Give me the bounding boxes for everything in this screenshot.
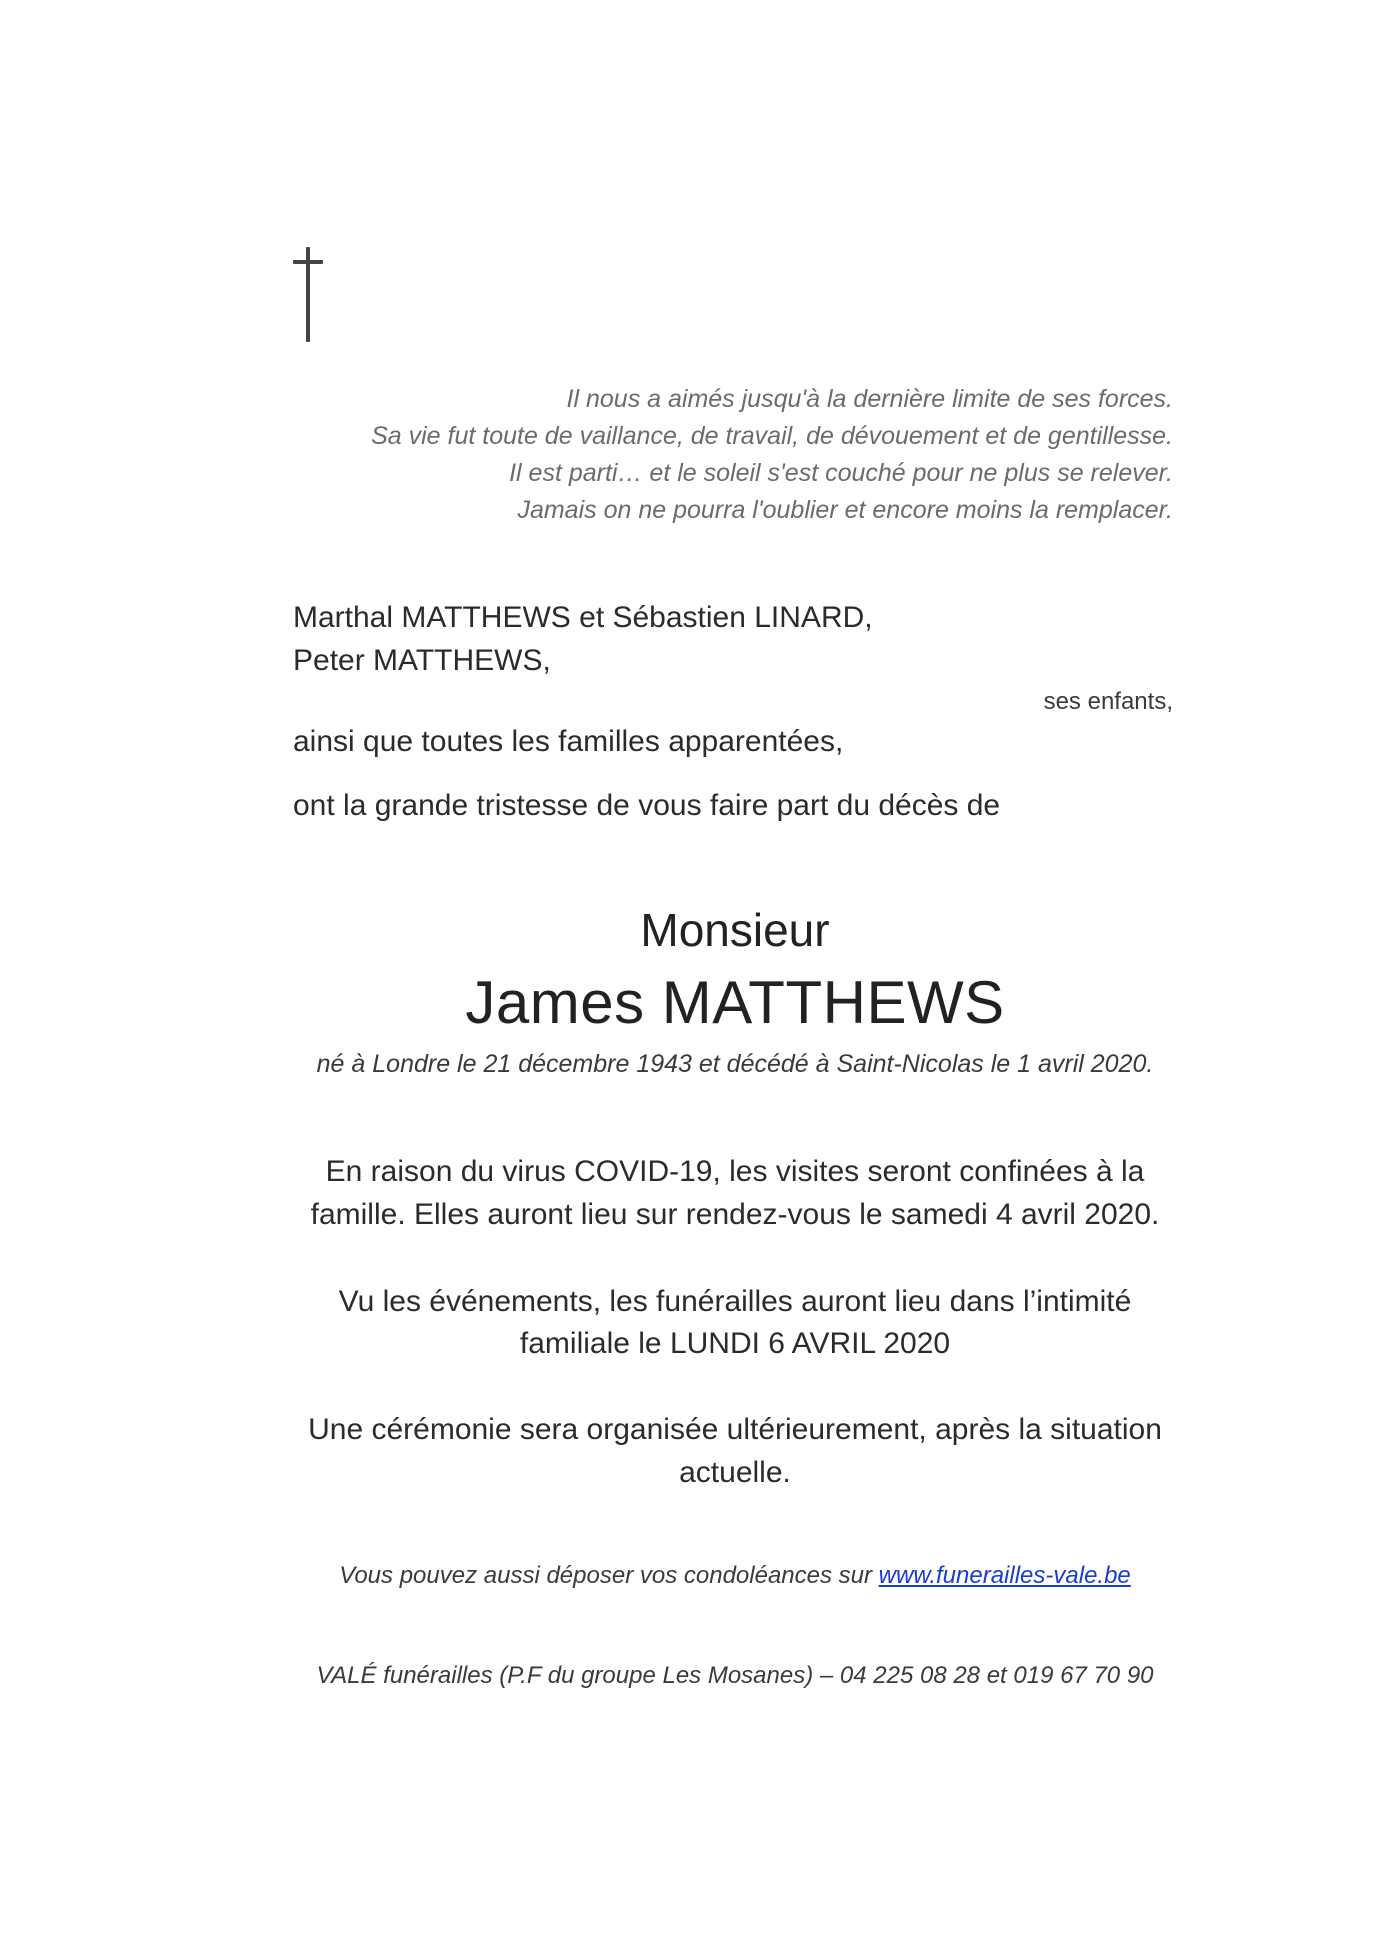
poem-line-4: Jamais on ne pourra l'oublier et encore moins la remplacer.	[517, 496, 1173, 524]
visits-line-2: famille. Elles auront lieu sur rendez-vous le samedi 4 avril 2020.	[310, 1198, 1160, 1231]
children-relation: ses enfants,	[1043, 688, 1173, 715]
funeral-line-1: Vu les événements, les funérailles auront lieu dans l’intimité	[338, 1285, 1132, 1318]
condolences	[0, 1562, 1378, 1590]
ceremony-line-1: Une cérémonie sera organisée ultérieurement, après la situation	[308, 1413, 1162, 1446]
family-children-line-2: Peter MATTHEWS,	[293, 644, 551, 677]
condolences-link[interactable]: www.funerailles-vale.be	[878, 1562, 1131, 1589]
deceased-name: James MATTHEWS	[465, 969, 1005, 1036]
condolences-text: Vous pouvez aussi déposer vos condoléances sur	[339, 1562, 879, 1589]
ceremony-line-2: actuelle.	[679, 1456, 791, 1489]
visits-line-1: En raison du virus COVID-19, les visites seront confinées à la	[325, 1155, 1145, 1188]
deceased-dates: né à Londre le 21 décembre 1943 et décédé à Saint-Nicolas le 1 avril 2020.	[316, 1050, 1154, 1078]
deceased-title: Monsieur	[640, 904, 830, 956]
announcement: ont la grande tristesse de vous faire part du décès de	[293, 789, 1001, 822]
poem-line-2: Sa vie fut toute de vaillance, de travail, de dévouement et de gentillesse.	[371, 422, 1173, 450]
poem-line-3: Il est parti… et le soleil s'est couché pour ne plus se relever.	[509, 459, 1173, 487]
cross-icon	[293, 247, 323, 342]
poem-line-1: Il nous a aimés jusqu'à la dernière limite de ses forces.	[566, 385, 1173, 413]
family-others: ainsi que toutes les familles apparentées,	[293, 725, 844, 758]
footer-contact: VALÉ funérailles (P.F du groupe Les Mosanes) – 04 225 08 28 et 019 67 70 90	[316, 1662, 1154, 1689]
family-children-line-1: Marthal MATTHEWS et Sébastien LINARD,	[293, 601, 873, 634]
funeral-line-2: familiale le LUNDI 6 AVRIL 2020	[519, 1327, 951, 1360]
